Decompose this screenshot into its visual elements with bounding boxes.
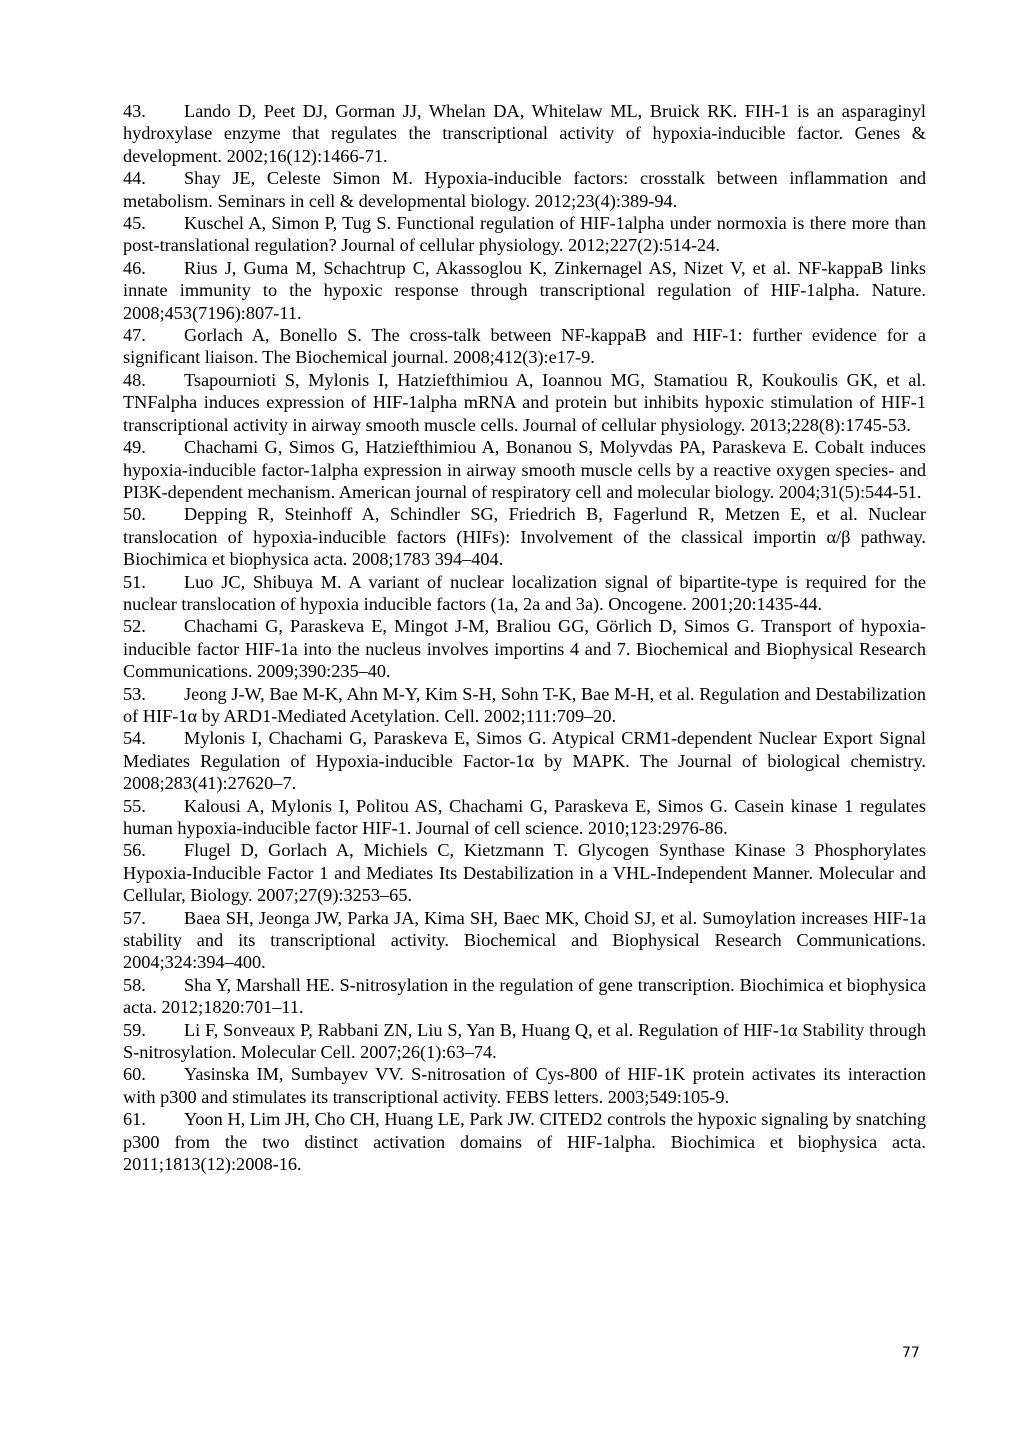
reference-item [123,907,926,974]
reference-text: Tsapournioti S, Mylonis I, Hatziefthimiou A, Ioannou MG, Stamatiou R, Koukoulis GK, et al. TNFalpha induces expression of HIF-1alpha mRNA and protein but inhibits hypoxic stimulation of HIF-1 transcriptional activity in airway smooth muscle cells. Journal of cellular physiology. 2013;228(8):1745-53. [123,369,926,435]
reference-text: Yasinska IM, Sumbayev VV. S-nitrosation of Cys-800 of HIF-1K protein activates its interaction with p300 and stimulates its transcriptional activity. FEBS letters. 2003;549:105-9. [123,1064,926,1107]
reference-item [123,167,926,212]
reference-item [123,571,926,616]
reference-number: 49. [123,437,146,458]
reference-item [123,1019,926,1064]
reference-item [123,212,926,257]
reference-item [123,615,926,682]
reference-item [123,974,926,1019]
reference-text: Chachami G, Simos G, Hatziefthimiou A, Bonanou S, Molyvdas PA, Paraskeva E. Cobalt induces hypoxia-inducible factor-1alpha expression in airway smooth muscle cells by a reactive oxygen species- and PI3K-dependent mechanism. American journal of respiratory cell and molecular biology. 2004;31(5):544-51. [123,437,926,502]
reference-text: Sha Y, Marshall HE. S-nitrosylation in the regulation of gene transcription. Biochimica et biophysica acta. 2012;1820:701–11. [123,974,926,1018]
reference-number: 60. [123,1064,146,1085]
reference-number: 43. [123,101,146,121]
reference-number: 44. [123,168,146,189]
reference-text: Li F, Sonveaux P, Rabbani ZN, Liu S, Yan B, Huang Q, et al. Regulation of HIF-1α Stability through S-nitrosylation. Molecular Cell. 2007;26(1):63–74. [123,1019,926,1063]
reference-text: Kalousi A, Mylonis I, Politou AS, Chachami G, Paraskeva E, Simos G. Casein kinase 1 regulates human hypoxia-inducible factor HIF-1. Journal of cell science. 2010;123:2976-86. [123,795,926,838]
reference-item [123,1108,926,1175]
reference-text: Lando D, Peet DJ, Gorman JJ, Whelan DA, Whitelaw ML, Bruick RK. FIH-1 is an asparaginyl hydroxylase enzyme that regulates the transcriptional activity of hypoxia-inducible factor. Genes & development. 2002;16(12):1466-71. [123,101,926,166]
reference-text: Depping R, Steinhoff A, Schindler SG, Friedrich B, Fagerlund R, Metzen E, et al. Nuclear translocation of hypoxia-inducible factors (HIFs): Involvement of the classical importin α/β pathway. Biochimica et biophysica acta. 2008;1783 394–404. [123,504,926,570]
reference-text: Jeong J-W, Bae M-K, Ahn M-Y, Kim S-H, Sohn T-K, Bae M-H, et al. Regulation and Destabilization of HIF-1α by ARD1-Mediated Acetylation. Cell. 2002;111:709–20. [123,683,926,726]
reference-number: 52. [123,616,146,637]
reference-item [123,503,926,570]
reference-number: 45. [123,213,146,234]
reference-number: 61. [123,1109,146,1130]
reference-number: 51. [123,571,146,592]
reference-number: 54. [123,728,146,749]
reference-item [123,100,926,167]
reference-item [123,1063,926,1108]
reference-text: Kuschel A, Simon P, Tug S. Functional regulation of HIF-1alpha under normoxia is there more than post-translational regulation? Journal of cellular physiology. 2012;227(2):514-24. [123,213,926,256]
reference-text: Luo JC, Shibuya M. A variant of nuclear localization signal of bipartite-type is required for the nuclear translocation of hypoxia inducible factors (1a, 2a and 3a). Oncogene. 2001;20:1435-44. [123,571,926,614]
reference-number: 56. [123,840,146,861]
reference-item [123,257,926,324]
reference-number: 46. [123,257,146,278]
reference-number: 59. [123,1019,146,1040]
reference-item [123,683,926,728]
reference-text: Gorlach A, Bonello S. The cross-talk between NF-kappaB and HIF-1: further evidence for a significant liaison. The Biochemical journal. 2008;412(3):e17-9. [123,325,926,368]
reference-text: Shay JE, Celeste Simon M. Hypoxia-inducible factors: crosstalk between inflammation and metabolism. Seminars in cell & developmental biology. 2012;23(4):389-94. [123,168,926,211]
reference-number: 58. [123,974,146,995]
page-number: 77 [902,1345,920,1361]
reference-item [123,839,926,906]
reference-text: Rius J, Guma M, Schachtrup C, Akassoglou K, Zinkernagel AS, Nizet V, et al. NF-kappaB links innate immunity to the hypoxic response through transcriptional regulation of HIF-1alpha. Nature. 2008;453(7196):807-11. [123,257,926,323]
reference-item [123,324,926,369]
reference-number: 57. [123,907,146,928]
reference-list [123,100,926,1176]
reference-item [123,436,926,503]
reference-number: 48. [123,369,146,390]
reference-item [123,727,926,794]
reference-text: Baea SH, Jeonga JW, Parka JA, Kima SH, Baec MK, Choid SJ, et al. Sumoylation increases HIF-1a stability and its transcriptional activity. Biochemical and Biophysical Research Communications. 2004;324:394–400. [123,907,926,973]
reference-number: 55. [123,795,146,816]
reference-text: Chachami G, Paraskeva E, Mingot J-M, Braliou GG, Görlich D, Simos G. Transport of hypoxia-inducible factor HIF-1a into the nucleus involves importins 4 and 7. Biochemical and Biophysical Research Communications. 2009;390:235–40. [123,616,926,682]
reference-text: Mylonis I, Chachami G, Paraskeva E, Simos G. Atypical CRM1-dependent Nuclear Export Signal Mediates Regulation of Hypoxia-inducible Factor-1α by MAPK. The Journal of biological chemistry. 2008;283(41):27620–7. [123,728,926,794]
reference-number: 47. [123,325,146,346]
reference-text: Flugel D, Gorlach A, Michiels C, Kietzmann T. Glycogen Synthase Kinase 3 Phosphorylates Hypoxia-Inducible Factor 1 and Mediates Its Destabilization in a VHL-Independent Manner. Molecular and Cellular, Biology. 2007;27(9):3253–65. [123,840,926,906]
reference-number: 50. [123,504,146,525]
reference-item [123,369,926,436]
reference-item [123,795,926,840]
reference-text: Yoon H, Lim JH, Cho CH, Huang LE, Park JW. CITED2 controls the hypoxic signaling by snatching p300 from the two distinct activation domains of HIF-1alpha. Biochimica et biophysica acta. 2011;1813(12):2008-16. [123,1109,926,1175]
reference-number: 53. [123,683,146,704]
